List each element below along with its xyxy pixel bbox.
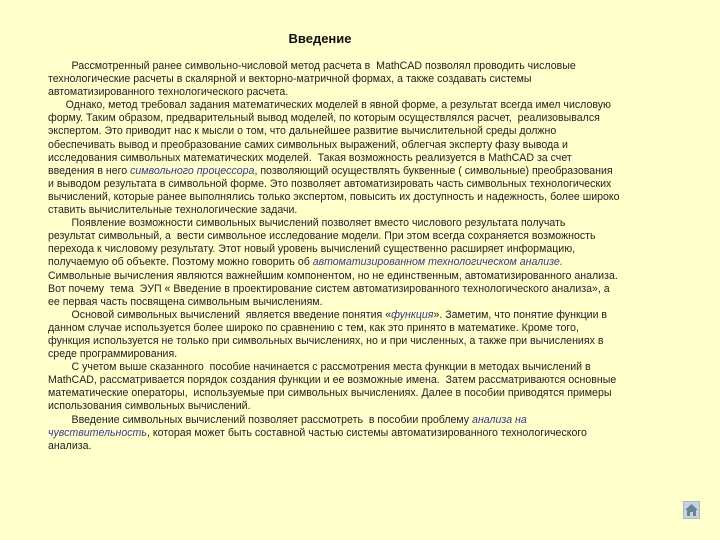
text-segment: ставить вычислительные технологические задачи. [48,204,298,217]
text-segment: получаемую об объекте. Поэтому можно говорить об [48,256,313,269]
text-segment: , которая может быть составной частью системы автоматизированного технологического [146,426,587,439]
emphasized-term: анализа на [472,413,527,426]
home-button[interactable] [683,501,700,519]
paragraph [48,361,713,413]
text-line [48,178,713,191]
text-line [48,73,713,86]
text-segment: среде программирования. [48,348,178,361]
text-line [48,217,713,230]
text-segment: автоматизированного технологического расчета. [48,86,289,99]
text-line [48,60,713,73]
text-line [48,387,713,400]
text-segment: результат символьный, а вести символьное исследование модели. При этом всегда сохраняется возможность [48,230,596,243]
text-line [48,112,713,125]
text-segment: , позволяющий осуществлять буквенные ( символьные) преобразования [254,164,613,177]
paragraph [48,309,713,361]
emphasized-term: функция [391,308,434,321]
text-line [48,335,713,348]
paragraph [48,217,713,309]
text-segment: С учетом выше сказанного пособие начинается с рассмотрения места функции в методах вычислений в [48,361,591,374]
text-segment: Однако, метод требовал задания математических моделей в явной форме, а результат всегда имел числовую [48,99,611,112]
text-segment: ». Заметим, что понятие функции в [433,308,608,321]
text-line [48,204,713,217]
text-line [48,427,713,440]
text-line [48,440,713,453]
text-segment: ее первая часть посвящена символьным вычислениям. [48,295,323,308]
text-line [48,256,713,269]
home-icon [684,502,699,518]
text-segment: Введение символьных вычислений позволяет рассмотреть в пособии проблему [48,413,473,426]
text-line [48,99,713,112]
text-line [48,361,713,374]
text-segment: и выводом результата в символьной форме. Это позволяет автоматизировать часть символьных технологических [48,177,612,190]
text-segment: Появление возможности символьных вычислений позволяет вместо числового результата получать [48,217,566,230]
text-line [48,283,713,296]
text-segment: MathCAD, рассматривается порядок создания функции и ее возможные имена. Затем рассматриваются основные [48,374,617,387]
text-line [48,125,713,138]
text-line [48,191,713,204]
text-line [48,322,713,335]
text-segment: вычислений, которые ранее выполнялись только экспертом, повысить их доступность и надежность, более широко [48,190,620,203]
text-line [48,270,713,283]
text-line [48,414,713,427]
text-segment: перехода к числовому результату. Этот новый уровень вычислений существенно расширяет информацию, [48,243,576,256]
text-line [48,139,713,152]
text-line [48,165,713,178]
text-segment: Рассмотренный ранее символьно-числовой метод расчета в MathCAD позволял проводить числовые [48,60,576,72]
text-segment: форму. Таким образом, предварительный вывод моделей, по которым осуществлялся расчет, реализовывался [48,112,600,125]
text-segment: технологические расчеты в скалярной и векторно-матричной формах, а также создавать системы [48,73,532,86]
paragraph [48,60,713,99]
text-segment: Символьные вычисления являются важнейшим компонентом, но не единственным, автоматизированного анализа. [48,269,618,282]
text-segment: исследования символьных математических моделей. Такая возможность реализуется в MathCAD за счет [48,151,572,164]
text-line [48,230,713,243]
text-line [48,374,713,387]
paragraph [48,414,713,453]
text-segment: анализа. [48,439,92,452]
text-line [48,296,713,309]
text-line [48,152,713,165]
emphasized-term: чувствительность [48,426,147,439]
emphasized-term: автоматизированном технологическом анализе. [312,256,563,269]
text-line [48,86,713,99]
text-segment: функция используется не только при символьных вычислениях, но и при численных, а также при вычислениях в [48,334,604,347]
emphasized-term: символьного процессора [130,164,255,177]
text-segment: математические операторы, используемые при символьных вычислениях. Далее в пособии приводятся примеры [48,387,612,400]
paragraph [48,99,713,217]
text-segment: данном случае используется более широко по сравнению с тем, как это принято в математике. Кроме того, [48,321,579,334]
text-line [48,243,713,256]
text-segment: Вот почему тема ЭУП « Введение в проектирование систем автоматизированного технологического анализа», а [48,282,610,295]
page-title: Введение [288,31,352,46]
text-line [48,400,713,413]
text-segment: использования символьных вычислений. [48,400,251,413]
text-line [48,348,713,361]
text-segment: Основой символьных вычислений является введение понятия « [48,308,392,321]
text-segment: введения в него [48,164,131,177]
document-body [48,60,713,453]
text-segment: обеспечивать вывод и преобразование самих символьных выражений, облегчая эксперту фазу вывода и [48,138,568,151]
text-line [48,309,713,322]
text-segment: экспертом. Это приводит нас к мысли о том, что дальнейшее развитие вычислительной среды должно [48,125,557,138]
